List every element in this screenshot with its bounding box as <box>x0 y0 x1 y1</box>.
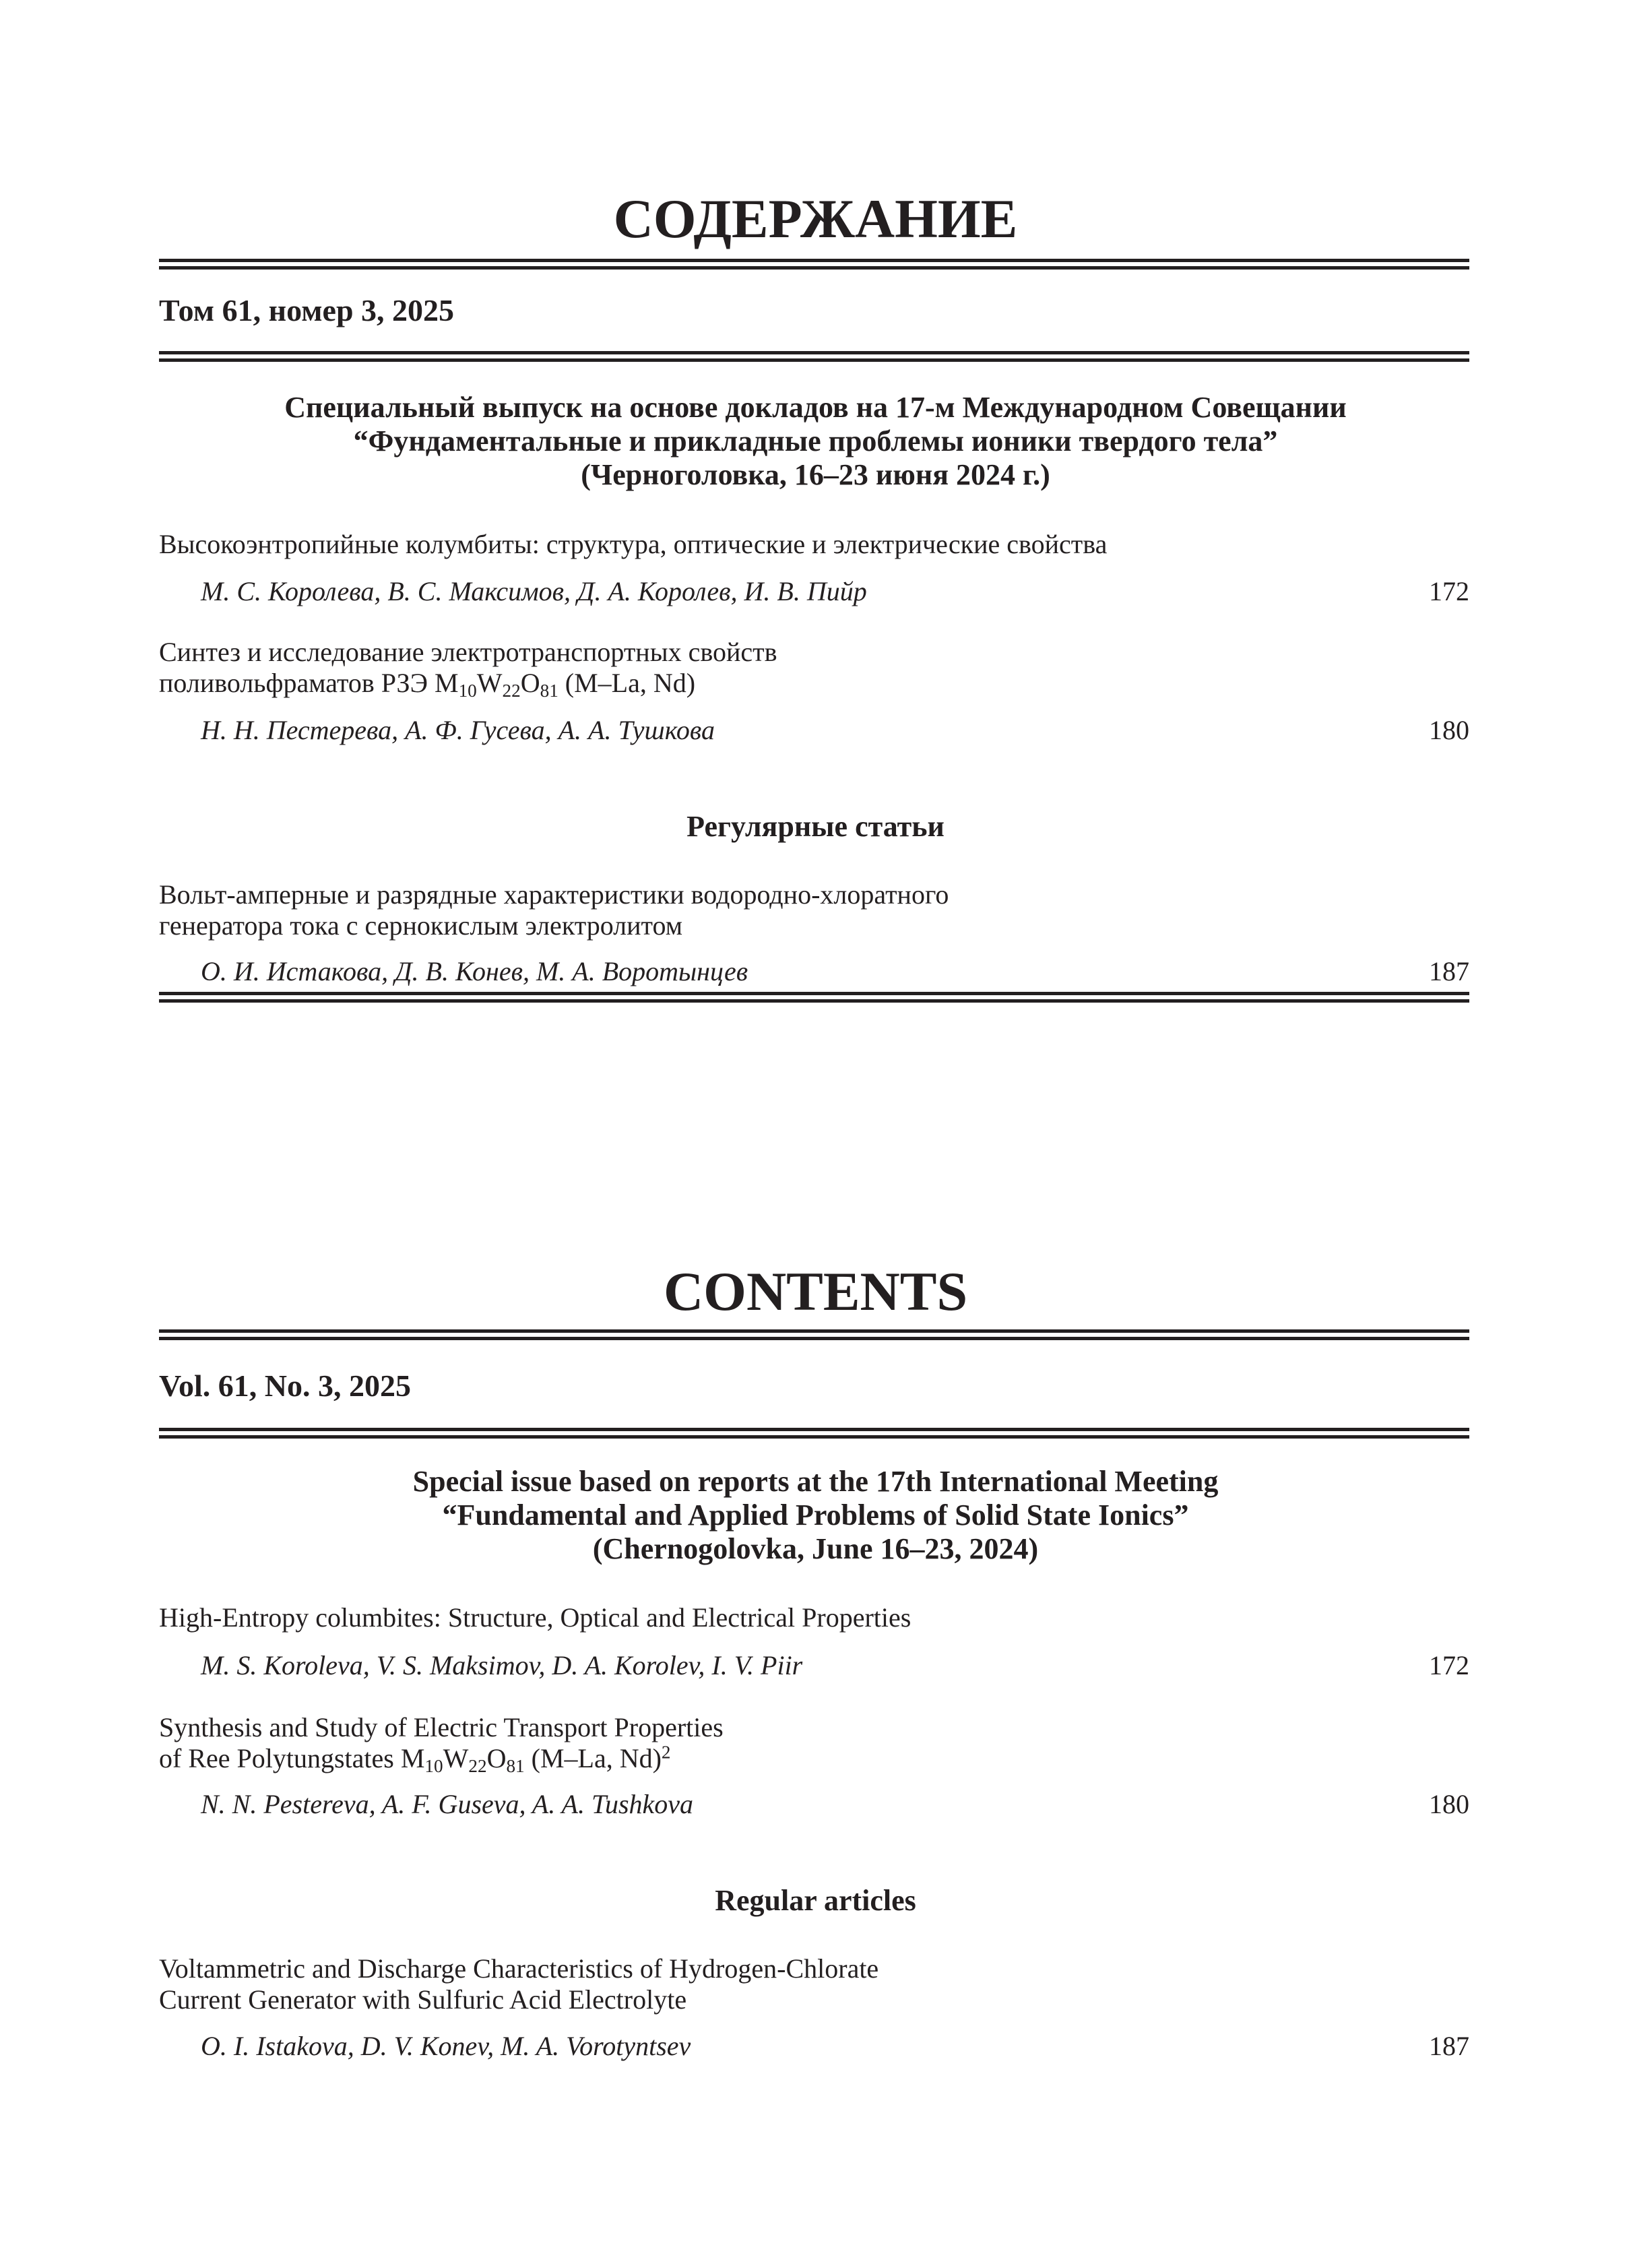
double-rule <box>159 1428 1469 1439</box>
article-page: 180 <box>1429 715 1469 745</box>
special-section-line1: Special issue based on reports at the 17th International Meeting <box>412 1465 1219 1498</box>
article-page: 187 <box>1429 956 1469 986</box>
article-title[interactable] <box>159 1712 724 1774</box>
double-rule <box>159 259 1469 270</box>
formula-text: of Ree Polytungstates M <box>159 1743 425 1773</box>
article-title-line2 <box>159 1743 724 1774</box>
footnote-marker: 2 <box>661 1742 671 1763</box>
article-authors: N. N. Pestereva, A. F. Guseva, A. A. Tushkova <box>201 1789 694 1819</box>
formula-subscript: 81 <box>506 1755 525 1776</box>
article-title-line1: Вольт-амперные и разрядные характеристики водородно-хлоратного <box>159 879 949 910</box>
article-title[interactable]: Высокоэнтропийные колумбиты: структура, оптические и электрические свойства <box>159 529 1108 559</box>
article-page: 180 <box>1429 1789 1469 1819</box>
volume-info-ru: Том 61, номер 3, 2025 <box>159 293 455 327</box>
volume-info-en: Vol. 61, No. 3, 2025 <box>159 1368 411 1403</box>
formula-subscript: 22 <box>468 1755 487 1776</box>
double-rule <box>159 351 1469 362</box>
article-authors: M. S. Koroleva, V. S. Maksimov, D. A. Korolev, I. V. Piir <box>201 1650 803 1680</box>
article-authors: O. I. Istakova, D. V. Konev, M. A. Vorotyntsev <box>201 2031 691 2061</box>
special-section-line2: “Фундаментальные и прикладные проблемы ионики твердого тела” <box>353 424 1278 458</box>
special-section-line3: (Черноголовка, 16–23 июня 2024 г.) <box>581 458 1050 491</box>
formula-subscript: 22 <box>502 680 521 701</box>
article-title[interactable] <box>159 637 777 699</box>
article-title-line2 <box>159 668 777 699</box>
article-page: 187 <box>1429 2031 1469 2061</box>
formula-text: W <box>443 1743 469 1773</box>
article-authors: Н. Н. Пестерева, А. Ф. Гусева, А. А. Тушкова <box>201 715 715 745</box>
article-title[interactable]: High-Entropy columbites: Structure, Optical and Electrical Properties <box>159 1602 912 1633</box>
formula-subscript: 81 <box>540 680 558 701</box>
article-authors: М. С. Королева, В. С. Максимов, Д. А. Королев, И. В. Пийр <box>201 576 867 606</box>
article-authors: О. И. Истакова, Д. В. Конев, М. А. Воротынцев <box>201 956 748 986</box>
article-page: 172 <box>1429 576 1469 606</box>
article-title-line1: Voltammetric and Discharge Characteristics of Hydrogen-Chlorate <box>159 1953 879 1984</box>
article-title[interactable] <box>159 879 949 941</box>
article-title-line2: Current Generator with Sulfuric Acid Electrolyte <box>159 1984 687 2015</box>
article-title-line2: генератора тока с сернокислым электролитом <box>159 910 683 941</box>
formula-text: O <box>520 668 540 698</box>
regular-section-heading-ru: Регулярные статьи <box>686 810 945 843</box>
special-section-line3: (Chernogolovka, June 16–23, 2024) <box>592 1532 1039 1565</box>
article-title-line1: Synthesis and Study of Electric Transport Properties <box>159 1712 724 1742</box>
article-title[interactable] <box>159 1953 878 2015</box>
special-section-heading-en <box>0 1465 1631 1566</box>
article-title-line1: Синтез и исследование электротранспортных свойств <box>159 637 777 667</box>
formula-text: (M–La, Nd) <box>558 668 696 698</box>
contents-heading-ru: СОДЕРЖАНИЕ <box>613 188 1018 249</box>
article-page: 172 <box>1429 1650 1469 1680</box>
formula-text: O <box>486 1743 507 1773</box>
formula-text: (M–La, Nd) <box>524 1743 662 1773</box>
double-rule <box>159 992 1469 1003</box>
special-section-line1: Специальный выпуск на основе докладов на 17-м Международном Совещании <box>284 391 1347 424</box>
contents-heading-en: CONTENTS <box>663 1261 968 1322</box>
double-rule <box>159 1329 1469 1340</box>
special-section-heading-ru <box>0 391 1631 492</box>
formula-text: W <box>476 668 503 698</box>
formula-subscript: 10 <box>458 680 477 701</box>
special-section-line2: “Fundamental and Applied Problems of Solid State Ionics” <box>442 1499 1189 1532</box>
formula-text: поливольфраматов РЗЭ M <box>159 668 459 698</box>
regular-section-heading-en: Regular articles <box>715 1884 916 1917</box>
formula-subscript: 10 <box>424 1755 443 1776</box>
